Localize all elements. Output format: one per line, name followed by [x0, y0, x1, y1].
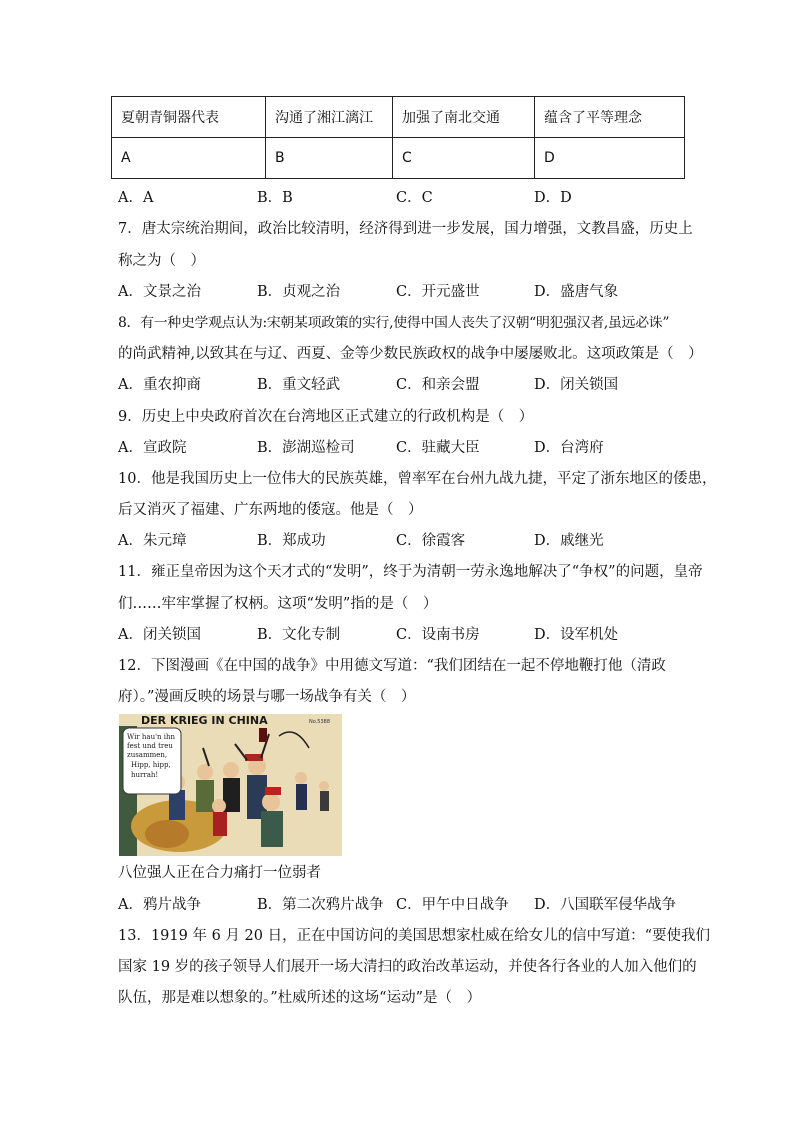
war-cartoon-image — [119, 714, 342, 856]
table-cell: C — [393, 138, 535, 179]
option-d: D．八国联军侵华战争 — [534, 897, 677, 913]
table-cell: 加强了南北交通 — [393, 97, 535, 138]
cartoon-caption: 八位强人正在合力痛打一位弱者 — [118, 865, 321, 881]
option-b: B．郑成功 — [257, 533, 326, 549]
question-10-line-2: 后又消灭了福建、广东两地的倭寇。他是（ ） — [118, 502, 423, 518]
option-a: A．闭关锁国 — [118, 627, 201, 643]
question-11-line-2: 们……牢牢掌握了权柄。这项“发明”指的是（ ） — [118, 596, 438, 612]
option-b: B．澎湖巡检司 — [257, 440, 355, 456]
option-d: D．D — [534, 190, 572, 206]
cartoon-title: DER KRIEG IN CHINA — [141, 714, 268, 727]
option-d: D．盛唐气象 — [534, 284, 619, 300]
answer-table — [111, 96, 685, 179]
speech-line: hurrah! — [131, 771, 159, 779]
question-11-line-1: 11．雍正皇帝因为这个天才式的“发明”，终于为清朝一劳永逸地解决了“争权”的问题，皇帝 — [118, 564, 703, 580]
question-7-line-2: 称之为（ ） — [118, 253, 205, 269]
speech-line: Hipp, hipp, — [131, 761, 171, 769]
cartoon-illustration — [119, 714, 342, 856]
option-c: C．设南书房 — [396, 627, 480, 643]
option-c: C．和亲会盟 — [396, 377, 480, 393]
cartoon-number: No.5388 — [309, 719, 331, 725]
table-cell: D — [535, 138, 685, 179]
table-cell: 夏朝青铜器代表 — [112, 97, 266, 138]
table-row — [112, 138, 685, 179]
option-c: C．驻藏大臣 — [396, 440, 480, 456]
option-c: C．徐霞客 — [396, 533, 466, 549]
option-a: A．重农抑商 — [118, 377, 201, 393]
speech-line: Wir hau'n ihn — [127, 733, 175, 741]
option-d: D．设军机处 — [534, 627, 619, 643]
question-8-line-2: 的尚武精神,以致其在与辽、西夏、金等少数民族政权的战争中屡屡败北。这项政策是（ ） — [118, 346, 703, 362]
option-a: A．宣政院 — [118, 440, 187, 456]
table-cell: 蕴含了平等理念 — [535, 97, 685, 138]
option-c: C．甲午中日战争 — [396, 897, 509, 913]
question-13-line-1: 13．1919 年 6 月 20 日，正在中国访问的美国思想家杜威在给女儿的信中写道：“要使我们 — [118, 928, 710, 944]
question-9-line-1: 9．历史上中央政府首次在台湾地区正式建立的行政机构是（ ） — [118, 409, 534, 425]
option-b: B．B — [257, 190, 293, 206]
speech-line: fest und treu — [127, 742, 173, 750]
option-b: B．贞观之治 — [257, 284, 341, 300]
option-c: C．C — [396, 190, 433, 206]
question-12-line-1: 12．下图漫画《在中国的战争》中用德文写道：“我们团结在一起不停地鞭打他（清政 — [118, 658, 666, 674]
question-10-line-1: 10．他是我国历史上一位伟大的民族英雄，曾率军在台州九战九捷，平定了浙东地区的倭患， — [118, 471, 717, 487]
option-a: A．鸦片战争 — [118, 897, 201, 913]
question-12-line-2: 府）。”漫画反映的场景与哪一场战争有关（ ） — [118, 689, 416, 705]
table-cell: A — [112, 138, 266, 179]
question-13-line-2: 国家 19 岁的孩子领导人们展开一场大清扫的政治改革运动，并使各行各业的人加入他们的 — [118, 959, 697, 975]
table-cell: B — [266, 138, 393, 179]
option-b: B．文化专制 — [257, 627, 341, 643]
option-a: A．朱元璋 — [118, 533, 187, 549]
option-a: A．文景之治 — [118, 284, 201, 300]
option-d: D．台湾府 — [534, 440, 604, 456]
question-13-line-3: 队伍，那是难以想象的。”杜威所述的这场“运动”是（ ） — [118, 990, 481, 1006]
question-8-line-1: 8．有一种史学观点认为:宋朝某项政策的实行,使得中国人丧失了汉朝“明犯强汉者,虽远必诛” — [118, 315, 670, 331]
table-cell: 沟通了湘江漓江 — [266, 97, 393, 138]
option-d: D．闭关锁国 — [534, 377, 619, 393]
question-7-line-1: 7．唐太宗统治期间，政治比较清明，经济得到进一步发展，国力增强，文教昌盛，历史上 — [118, 221, 693, 237]
option-c: C．开元盛世 — [396, 284, 480, 300]
option-b: B．第二次鸦片战争 — [257, 897, 384, 913]
option-b: B．重文轻武 — [257, 377, 341, 393]
table-row — [112, 97, 685, 138]
option-d: D．戚继光 — [534, 533, 604, 549]
speech-line: zusammen, — [127, 751, 168, 759]
option-a: A．A — [118, 190, 154, 206]
